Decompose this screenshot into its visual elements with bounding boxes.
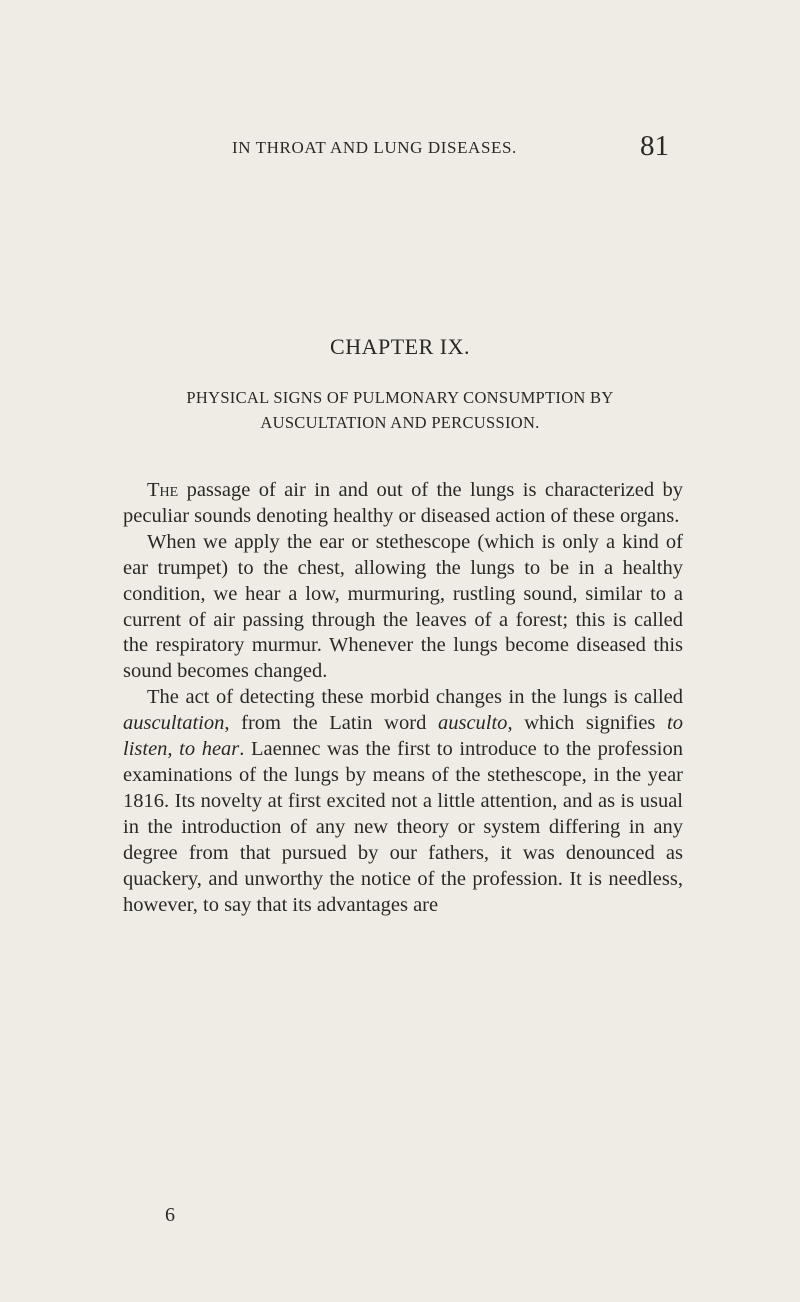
signature-mark: 6 <box>165 1204 175 1226</box>
running-head <box>0 130 800 170</box>
chapter-title: CHAPTER IX. <box>330 334 470 359</box>
italic-to-listen: to listen, to hear <box>123 712 683 761</box>
chapter-subtitle-line-2: AUSCULTATION AND PERCUSSION. <box>260 413 540 432</box>
page-number: 81 <box>640 130 669 162</box>
paragraph-3-part-2: , from the Latin word <box>224 712 438 735</box>
body-text <box>123 478 683 918</box>
paragraph-1 <box>123 478 683 530</box>
running-title: IN THROAT AND LUNG DISEASES. <box>232 138 517 157</box>
italic-auscultation: auscultation <box>123 712 225 735</box>
paragraph-3-part-3: , which signifies <box>507 712 668 735</box>
paragraph-2: When we apply the ear or stethescope (which is only a kind of ear trumpet) to the chest, allowing the lungs to be in a healthy condition, we hear a low, murmuring, rustling sound, similar to a current of air passing through the leaves of a forest; this is called the respiratory murmur. Whenever the lungs become diseased this sound becomes changed. <box>123 530 683 683</box>
paragraph-1-text: passage of air in and out of the lungs is characterized by peculiar sounds denoting healthy or diseased action of these organs. <box>123 479 683 527</box>
chapter-subtitle <box>80 385 720 435</box>
italic-ausculto: ausculto <box>437 712 508 735</box>
paragraph-3 <box>123 685 683 918</box>
paragraph-3-part-4: . Laennec was the first to introduce to the profession examinations of the lungs by means of the stethescope, in the year 1816. Its novelty at first excited not a little attention, and as is usual in the introduction of any new theory or system differing in any degree from that pursued by our fathers, it was denounced as quackery, and unworthy the notice of the profession. It is needless, however, to say that its advantages are <box>123 738 683 916</box>
paragraph-1-lead: The <box>147 479 179 501</box>
chapter-subtitle-line-1: PHYSICAL SIGNS OF PULMONARY CONSUMPTION BY <box>186 388 614 407</box>
paragraph-3-part-1: The act of detecting these morbid changes in the lungs is called <box>147 686 683 709</box>
